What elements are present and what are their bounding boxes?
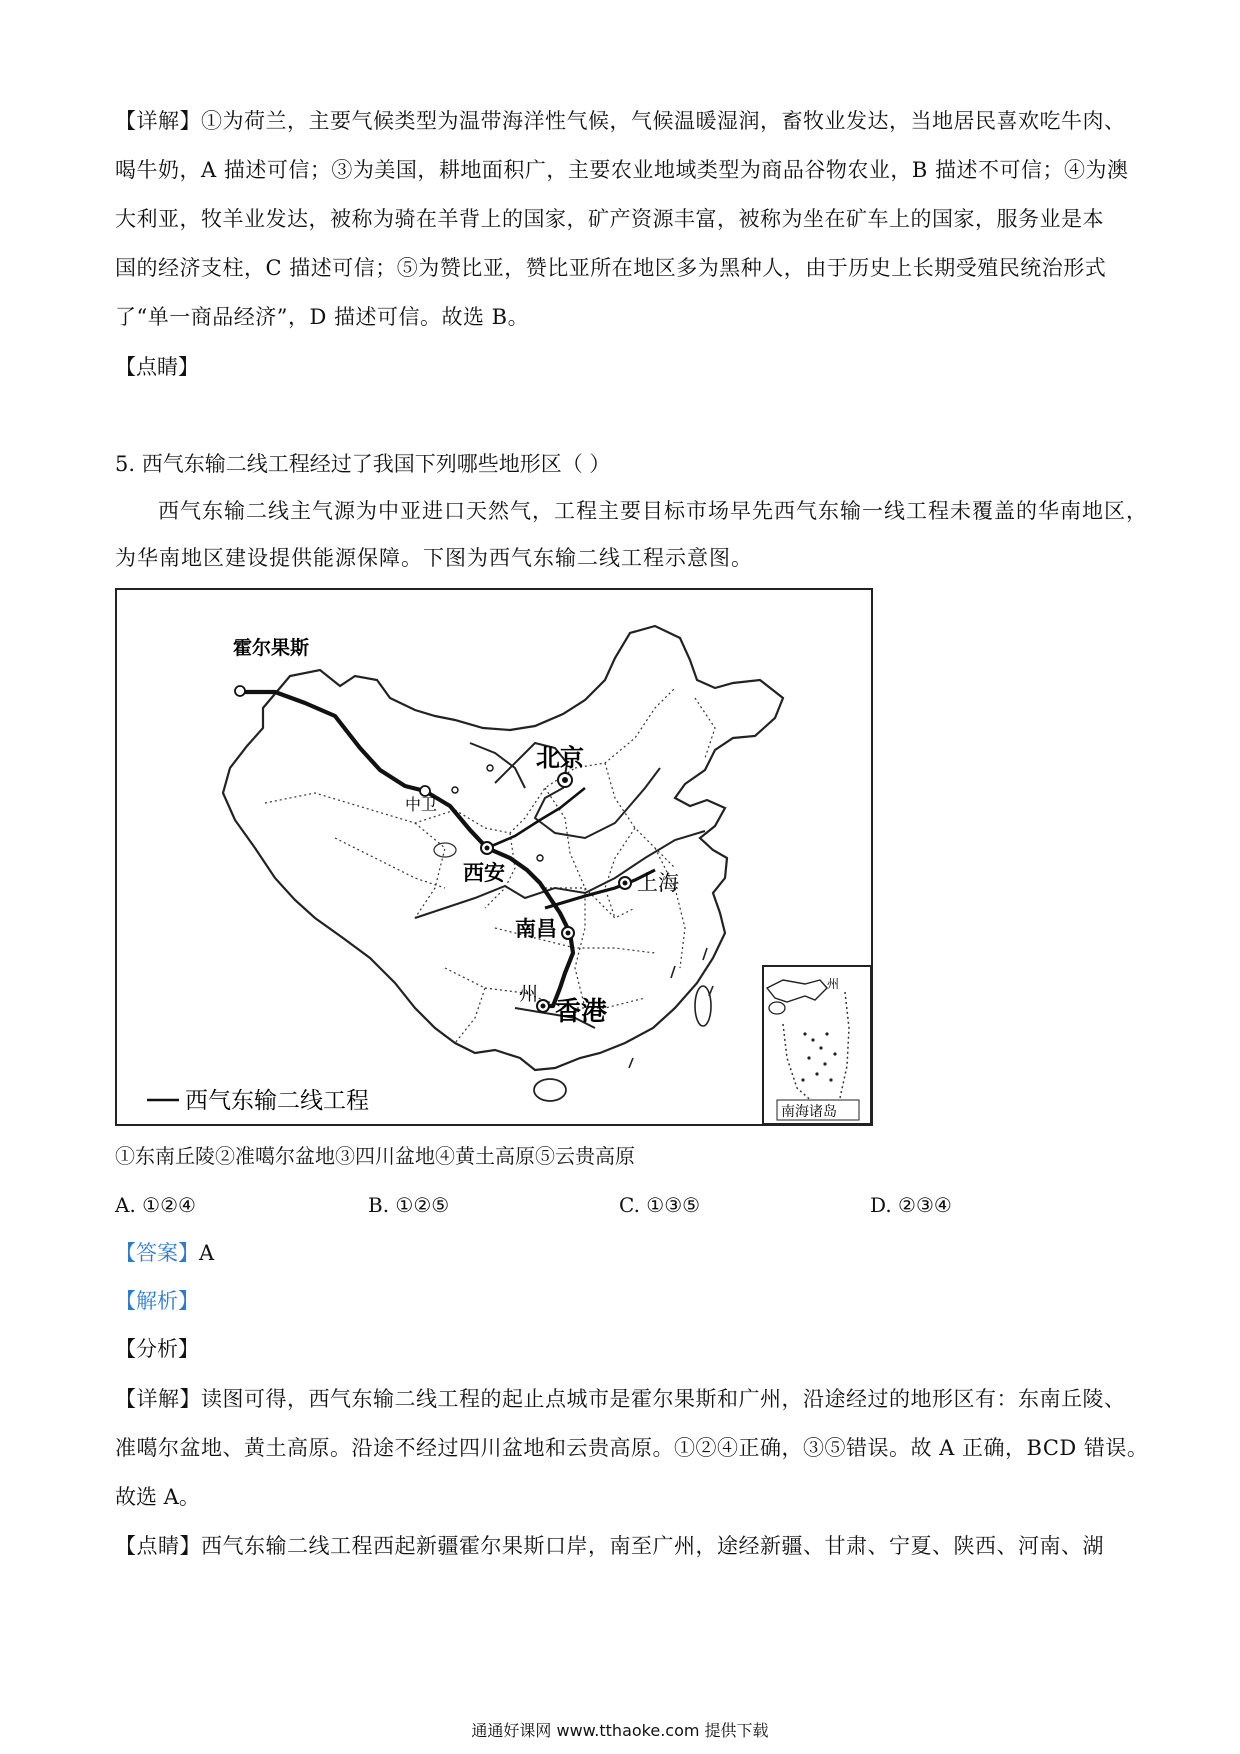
prev-explain-line-5: 了“单一商品经济”，D 描述可信。故选 B。	[115, 305, 530, 329]
hainan-island	[534, 1079, 566, 1101]
prev-explain-line-4: 国的经济支柱，C 描述可信；⑤为赞比亚，赞比亚所在地区多为黑种人，由于历史上长期受殖民统治形式	[115, 256, 1107, 280]
inset-label-zhou: 州	[827, 977, 840, 991]
prev-dianjing-label: 【点睛】	[115, 355, 199, 379]
prev-explain-line-2: 喝牛奶，A 描述可信；③为美国，耕地面积广，主要农业地域类型为商品谷物农业，B 描述不可信；④为澳	[115, 158, 1129, 182]
answer-value: A	[199, 1241, 215, 1265]
map-frame	[116, 589, 872, 1125]
answer-row	[115, 1238, 214, 1268]
prev-explain-line-1: 【详解】①为荷兰，主要气候类型为温带海洋性气候，气候温暖湿润，畜牧业发达，当地居民喜欢吃牛肉、	[115, 109, 1126, 133]
detail-line-2: 准噶尔盆地、黄土高原。沿途不经过四川盆地和云贵高原。①②④正确，③⑤错误。故 A 正确，BCD 错误。	[115, 1436, 1149, 1460]
huoerguosi-marker	[235, 686, 245, 696]
prev-explain-line-3: 大利亚，牧羊业发达，被称为骑在羊背上的国家，矿产资源丰富，被称为坐在矿车上的国家，服务业是本	[115, 207, 1104, 231]
detail-line-3: 故选 A。	[115, 1485, 200, 1509]
answer-tag: 【答案】	[115, 1241, 199, 1265]
label-xian: 西安	[463, 861, 505, 885]
label-nanchang: 南昌	[515, 917, 557, 941]
page-footer: 通通好课网 www.tthaoke.com 提供下载	[471, 1721, 769, 1740]
taiwan-island	[695, 986, 711, 1026]
option-b[interactable]: B. ①②⑤	[368, 1193, 450, 1217]
south-china-sea-inset	[763, 966, 871, 1124]
jiexi-tag: 【解析】	[115, 1289, 199, 1313]
question-intro-line-2: 为华南地区建设提供能源保障。下图为西气东输二线工程示意图。	[115, 546, 753, 570]
label-hongkong: 香港	[555, 997, 608, 1027]
option-a[interactable]: A. ①②④	[115, 1193, 196, 1217]
topography-items: ①东南丘陵②准噶尔盆地③四川盆地④黄土高原⑤云贵高原	[115, 1144, 635, 1168]
option-d[interactable]: D. ②③④	[870, 1193, 952, 1217]
legend-label: 西气东输二线工程	[185, 1088, 369, 1114]
label-shanghai: 上海	[637, 871, 679, 895]
label-zhou: 州	[519, 983, 539, 1005]
question-5-stem: 5. 西气东输二线工程经过了我国下列哪些地形区（ ）	[115, 452, 611, 476]
label-beijing: 北京	[536, 744, 584, 772]
option-c[interactable]: C. ①③⑤	[619, 1193, 701, 1217]
fenxi-tag: 【分析】	[115, 1337, 199, 1361]
label-huoerguosi: 霍尔果斯	[233, 637, 310, 659]
label-zhongwei: 中卫	[405, 795, 438, 814]
inset-label: 南海诸岛	[781, 1104, 837, 1120]
question-intro-line-1: 西气东输二线主气源为中亚进口天然气，工程主要目标市场早先西气东输一线工程未覆盖的华南地区，	[158, 499, 1148, 523]
dianjing-line: 【点睛】西气东输二线工程西起新疆霍尔果斯口岸，南至广州，途经新疆、甘肃、宁夏、陕西、河南、湖	[115, 1534, 1104, 1558]
west-east-gas-pipeline-map	[115, 588, 873, 1126]
detail-line-1: 【详解】读图可得，西气东输二线工程的起止点城市是霍尔果斯和广州，沿途经过的地形区有：东南丘陵、	[115, 1387, 1126, 1411]
